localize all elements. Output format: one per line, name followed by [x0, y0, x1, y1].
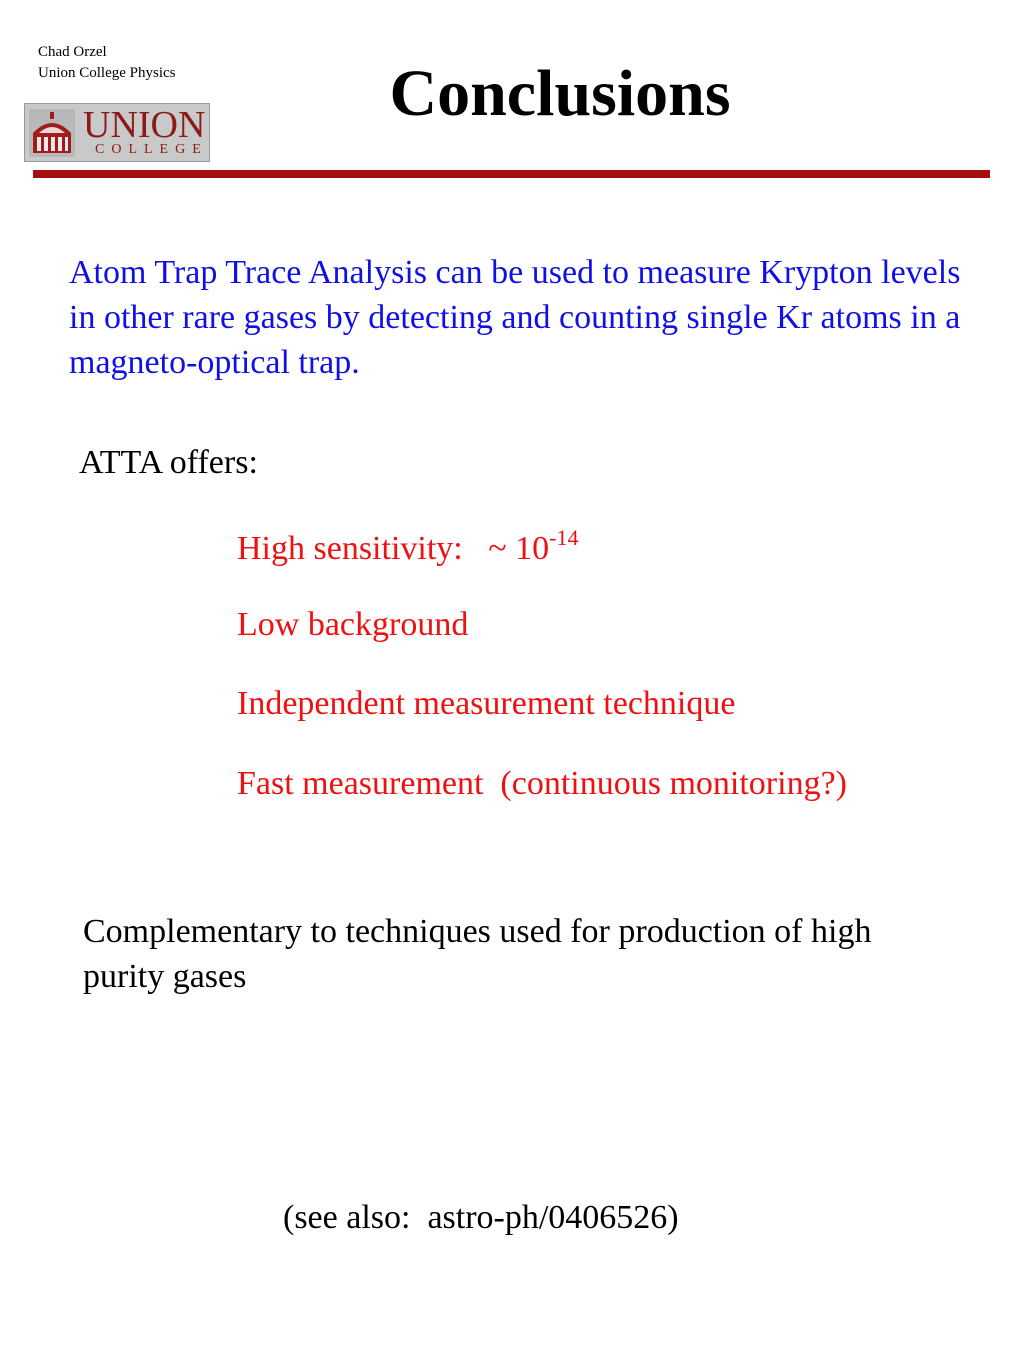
slide-title: Conclusions: [389, 57, 731, 130]
logo-wordmark: UNION: [83, 104, 206, 146]
benefit-fast-measurement: Fast measurement (continuous monitoring?): [237, 765, 847, 802]
complementary-paragraph: Complementary to techniques used for production of high purity gases: [83, 913, 872, 995]
see-also-reference: (see also: astro-ph/0406526): [283, 1199, 679, 1236]
benefit-independent: Independent measurement technique: [237, 685, 736, 722]
sensitivity-value: ~ 10: [488, 530, 550, 567]
intro-paragraph: Atom Trap Trace Analysis can be used to measure Krypton levels in other rare gases by detecting and counting single Kr atoms in a magneto-optical trap.: [69, 254, 961, 381]
author-name: Chad Orzel: [38, 44, 107, 60]
author-affiliation: Union College Physics: [38, 65, 176, 81]
logo-subtitle: COLLEGE: [95, 142, 208, 157]
title-divider: [33, 170, 990, 178]
sensitivity-exponent: -14: [549, 525, 579, 550]
benefit-sensitivity: [237, 525, 579, 570]
sensitivity-label: High sensitivity:: [237, 530, 463, 567]
benefit-low-background: Low background: [237, 606, 469, 643]
offers-heading: ATTA offers:: [79, 444, 258, 481]
